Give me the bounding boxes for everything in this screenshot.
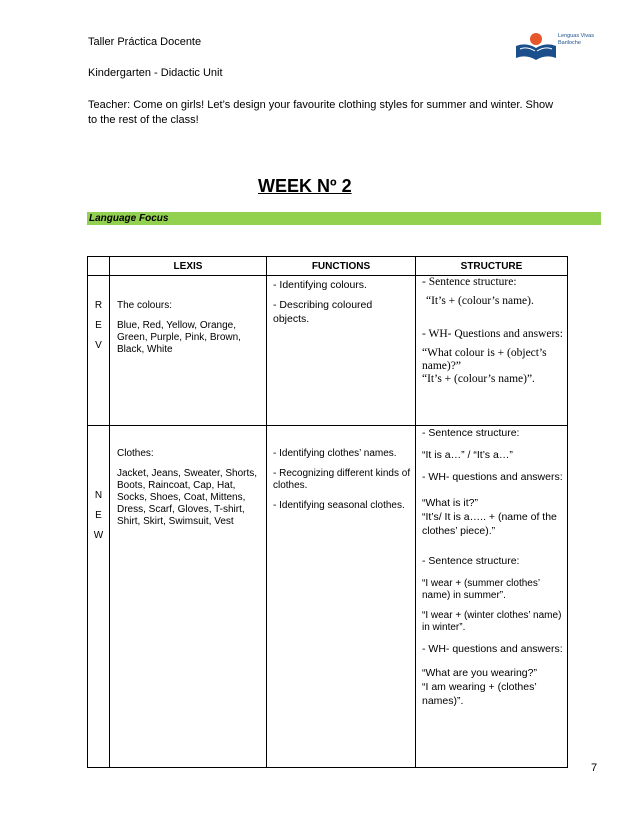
new-function-2: - Recognizing different kinds of clothes. [273, 468, 411, 491]
new-lexis-cell [110, 426, 267, 768]
letter-e-new: E [95, 510, 102, 521]
rev-function-2: - Describing coloured objects. [273, 299, 373, 325]
logo-text-line-1: Lenguas Vivas [558, 33, 594, 39]
teacher-text: Teacher: Come on girls! Let’s design your favourite clothing styles for summer and winter. Show to the rest of the class! [88, 99, 554, 126]
header-line-2: Kindergarten - Didactic Unit [88, 67, 223, 79]
week-title: WEEK Nº 2 [258, 176, 352, 196]
rev-lexis-title: The colours: [117, 300, 173, 311]
new-structure-7: “I wear + (summer clothes’ name) in summer”. [422, 578, 540, 601]
book-logo-icon [514, 28, 558, 64]
new-functions-cell [267, 426, 416, 768]
rev-lexis-cell [110, 276, 267, 426]
rev-letters [88, 276, 110, 426]
header-functions: FUNCTIONS [267, 257, 416, 276]
new-structure-3: - WH- questions and answers: [422, 471, 563, 483]
header-structure: STRUCTURE [416, 257, 568, 276]
letter-e: E [95, 320, 102, 331]
language-focus-bar [87, 212, 601, 225]
new-structure-cell [416, 426, 568, 768]
new-structure-6: - Sentence structure: [422, 555, 520, 567]
rev-lexis-items: Blue, Red, Yellow, Orange, Green, Purple, Pink, Brown, Black, White [117, 320, 241, 355]
new-structure-1: - Sentence structure: [422, 427, 520, 439]
rev-structure-2: “It’s + (colour’s name). [426, 295, 534, 307]
table-row-rev [88, 276, 568, 426]
new-structure-2: “It is a…” / “It’s a…” [422, 449, 513, 461]
rev-structure-5: “It’s + (colour’s name)”. [422, 373, 535, 385]
header-lexis: LEXIS [110, 257, 267, 276]
new-lexis-title: Clothes: [117, 448, 154, 459]
new-function-3: - Identifying seasonal clothes. [273, 500, 405, 511]
new-structure-11: “I am wearing + (clothes’ names)”. [422, 681, 537, 707]
new-structure-10: “What are you wearing?” [422, 667, 537, 679]
language-focus-table [87, 256, 568, 768]
new-structure-8: “I wear + (winter clothes’ name) in winter”. [422, 610, 562, 633]
header-empty-cell [88, 257, 110, 276]
table-row-new [88, 426, 568, 768]
new-structure-9: - WH- questions and answers: [422, 643, 563, 655]
header-line-1: Taller Práctica Docente [88, 36, 202, 48]
table-header-row [88, 257, 568, 276]
logo [514, 28, 596, 68]
logo-text [558, 33, 594, 47]
rev-structure-cell [416, 276, 568, 426]
rev-structure-1: - Sentence structure: [422, 276, 517, 288]
logo-text-line-2: Bariloche [558, 40, 581, 46]
language-focus-label: Language Focus [89, 213, 169, 224]
rev-structure-4: “What colour is + (object’s name)?” [422, 347, 547, 372]
letter-w: W [93, 530, 104, 541]
letter-v: V [95, 340, 102, 351]
rev-functions-cell [267, 276, 416, 426]
rev-structure-3: - WH- Questions and answers: [422, 328, 563, 340]
new-letters [88, 426, 110, 768]
new-structure-4: “What is it?” [422, 497, 479, 509]
new-structure-5: “It’s/ It is a….. + (name of the clothes’ piece).” [422, 511, 557, 537]
letter-r: R [94, 300, 103, 311]
rev-function-1: - Identifying colours. [273, 279, 367, 291]
page-number: 7 [591, 762, 598, 774]
letter-n: N [94, 490, 103, 501]
new-lexis-items: Jacket, Jeans, Sweater, Shorts, Boots, Raincoat, Cap, Hat, Socks, Shoes, Coat, Mittens, Dress, Scarf, Gloves, T-shirt, Shirt, Skirt, Swimsuit, Vest [117, 468, 258, 527]
new-function-1: - Identifying clothes’ names. [273, 448, 397, 459]
